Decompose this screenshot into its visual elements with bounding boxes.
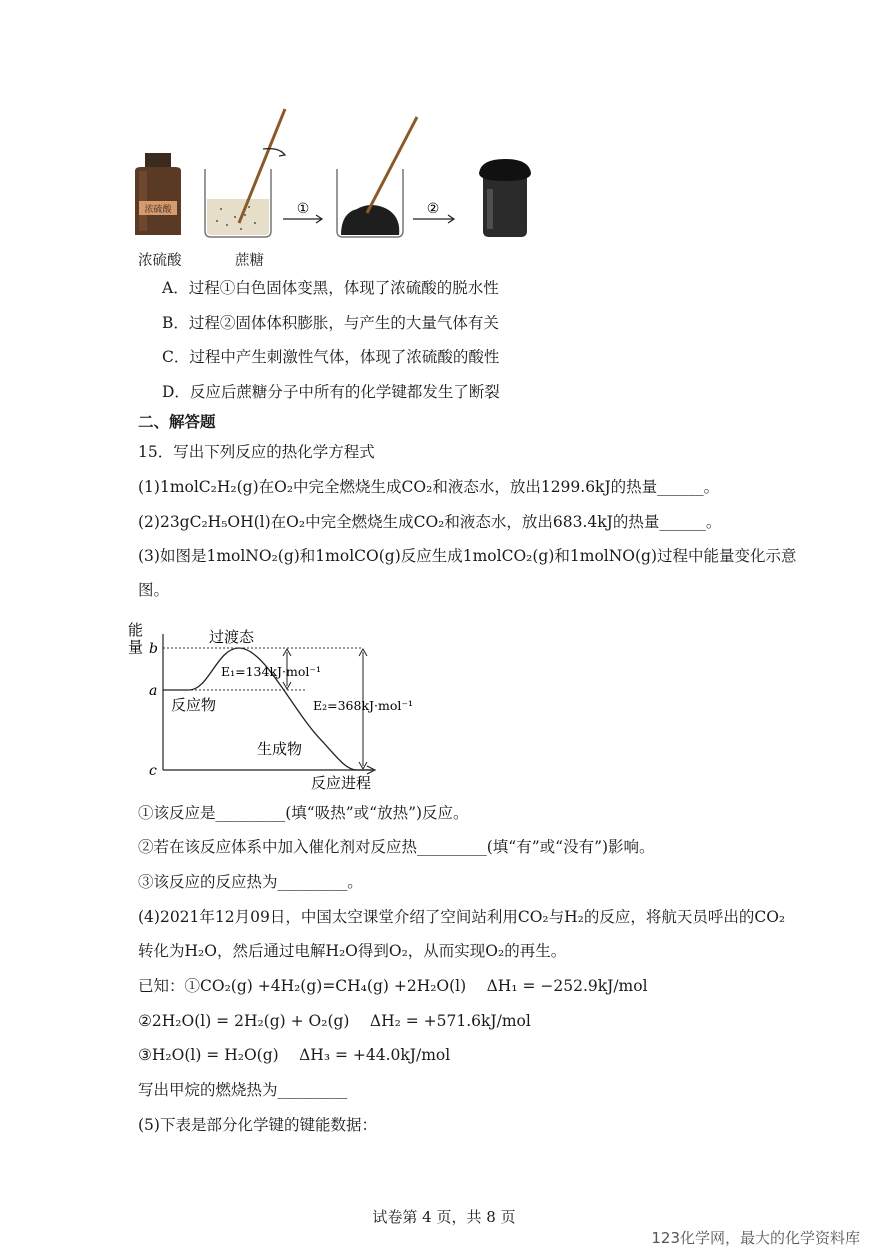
q15-part4-line2: 转化为H₂O，然后通过电解H₂O得到O₂，从而实现O₂的再生。 [138,942,567,960]
equation-3: ③H₂O(l) = H₂O(g) ΔH₃ = +44.0kJ/mol [138,1046,451,1064]
arrow-step1 [283,201,322,223]
product-label: 生成物 [257,740,303,758]
equation-1: 已知：①CO₂(g) +4H₂(g)=CH₄(g) +2H₂O(l) ΔH₁ = −252.9kJ/mol [138,977,648,995]
energy-diagram [125,602,445,802]
q15-title: 15．写出下列反应的热化学方程式 [138,443,375,461]
level-c: c [149,763,157,779]
y-axis-label: 能量 [126,622,144,656]
step2-label: ② [426,201,440,217]
equation-2: ②2H₂O(l) = 2H₂(g) + O₂(g) ΔH₂ = +571.6kJ/mol [138,1012,531,1030]
level-b: b [149,641,158,657]
q15-part3-line1: (3)如图是1molNO₂(g)和1molCO(g)反应生成1molCO₂(g)和1molNO(g)过程中能量变化示意 [138,547,797,565]
option-d: D．反应后蔗糖分子中所有的化学键都发生了断裂 [162,383,500,401]
q15-part2: (2)23gC₂H₅OH(l)在O₂中完全燃烧生成CO₂和液态水，放出683.4kJ的热量______。 [138,513,722,531]
section-title: 二、解答题 [138,412,216,431]
caption-acid: 浓硫酸 [138,253,182,269]
q15-sub3: ③该反应的反应热为_________。 [138,873,363,891]
q15-sub1: ①该反应是_________(填“吸热”或“放热”)反应。 [138,804,469,822]
option-c: C．过程中产生刺激性气体，体现了浓硫酸的酸性 [162,348,500,366]
x-axis-label: 反应进程 [311,774,372,792]
experiment-figure [125,105,545,275]
q15-sub2: ②若在该反应体系中加入催化剂对反应热_________(填“有”或“没有”)影响。 [138,838,655,856]
option-b: B．过程②固体体积膨胀，与产生的大量气体有关 [162,314,499,332]
step1-label: ① [296,201,310,217]
watermark: 123化学网，最大的化学资料库 [651,1229,860,1247]
beaker-expanded [479,159,531,237]
q15-part3-line2: 图。 [138,581,170,599]
beaker-sugar [205,109,285,237]
page-footer: 试卷第 4 页，共 8 页 [372,1208,516,1226]
acid-bottle [135,153,181,235]
q15-part4-question: 写出甲烷的燃烧热为_________ [138,1081,348,1099]
reactant-label: 反应物 [171,696,217,714]
arrow-step2 [413,201,454,223]
q15-part4-line1: (4)2021年12月09日，中国太空课堂介绍了空间站利用CO₂与H₂的反应，将航天员呼出的CO₂ [138,908,786,926]
e1-label: E₁=134kJ·mol⁻¹ [221,664,322,679]
bottle-label: 浓硫酸 [144,205,172,215]
transition-label: 过渡态 [209,628,255,646]
caption-sugar: 蔗糖 [235,253,264,269]
q15-part1: (1)1molC₂H₂(g)在O₂中完全燃烧生成CO₂和液态水，放出1299.6kJ的热量______。 [138,478,720,496]
level-a: a [149,683,158,699]
q15-part5: (5)下表是部分化学键的键能数据： [138,1116,377,1134]
e2-label: E₂=368kJ·mol⁻¹ [313,698,414,713]
option-a: A．过程①白色固体变黑，体现了浓硫酸的脱水性 [162,279,499,297]
beaker-blackened [337,117,417,237]
